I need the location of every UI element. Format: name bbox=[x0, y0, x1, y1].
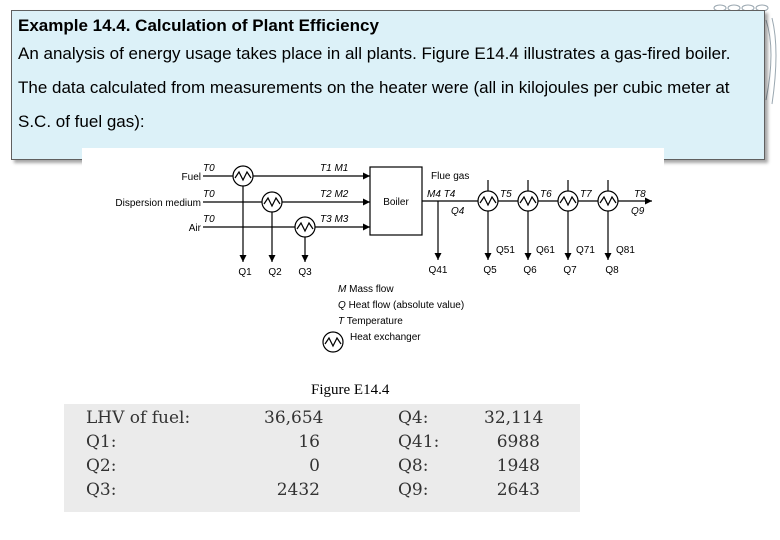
table-row-value: 1948 bbox=[496, 456, 540, 476]
q71-label: Q71 bbox=[576, 245, 595, 256]
table-row-value: 16 bbox=[298, 432, 320, 452]
q7-label: Q7 bbox=[563, 265, 577, 276]
flue-gas-label: Flue gas bbox=[431, 171, 470, 182]
t1-m1-label: T1 M1 bbox=[320, 163, 349, 174]
input-label-dispersion: Dispersion medium bbox=[115, 198, 201, 209]
legend-heat-exchanger: Heat exchanger bbox=[350, 332, 421, 343]
table-row-value: 0 bbox=[309, 456, 320, 476]
q6-label: Q6 bbox=[523, 265, 537, 276]
table-row-value: 32,114 bbox=[484, 408, 544, 428]
table-row-label: Q1: bbox=[86, 432, 117, 452]
table-row-value: 2432 bbox=[276, 480, 320, 500]
table-row-label: LHV of fuel: bbox=[86, 408, 191, 428]
table-row-label: Q3: bbox=[86, 480, 117, 500]
q41-label: Q41 bbox=[428, 265, 448, 276]
q61-label: Q61 bbox=[536, 245, 555, 256]
q5-label: Q5 bbox=[483, 265, 497, 276]
t3-m3-label: T3 M3 bbox=[320, 214, 349, 225]
table-row-label: Q9: bbox=[398, 480, 429, 500]
q2-label: Q2 bbox=[268, 267, 282, 278]
legend-mass-flow: M Mass flow bbox=[338, 284, 394, 295]
legend-heat-flow: Q Heat flow (absolute value) bbox=[338, 300, 465, 311]
t2-m2-label: T2 M2 bbox=[320, 189, 349, 200]
legend-temperature: T Temperature bbox=[338, 316, 403, 327]
t5-label: T5 bbox=[500, 189, 512, 200]
table-row-value: 6988 bbox=[496, 432, 540, 452]
m4-t4-label: M4 T4 bbox=[427, 189, 456, 200]
q1-label: Q1 bbox=[238, 267, 252, 278]
boiler-diagram bbox=[82, 148, 664, 360]
example-text-box bbox=[11, 10, 765, 160]
example-paragraph: An analysis of energy usage takes place in all plants. Figure E14.4 illustrates a gas-fired boiler. The data calculated from measurements on the heater were (all in kilojoules per cubic meter at S.C. of fuel gas): bbox=[18, 44, 731, 131]
t7-label: T7 bbox=[580, 189, 592, 200]
t0-label-air: T0 bbox=[203, 214, 215, 225]
t8-label: T8 bbox=[634, 189, 646, 200]
data-table bbox=[64, 404, 580, 512]
t0-label-dispersion: T0 bbox=[203, 189, 215, 200]
boiler-label: Boiler bbox=[383, 197, 409, 208]
q8-label: Q8 bbox=[605, 265, 619, 276]
table-row-value: 36,654 bbox=[264, 408, 324, 428]
table-row-label: Q2: bbox=[86, 456, 117, 476]
t0-label-fuel: T0 bbox=[203, 163, 215, 174]
q3-label: Q3 bbox=[298, 267, 312, 278]
q51-label: Q51 bbox=[496, 245, 515, 256]
figure-caption: Figure E14.4 bbox=[311, 382, 390, 398]
q9-label: Q9 bbox=[631, 206, 645, 217]
table-row-value: 2643 bbox=[496, 480, 540, 500]
t6-label: T6 bbox=[540, 189, 552, 200]
table-row-label: Q41: bbox=[398, 432, 440, 452]
example-title: Example 14.4. Calculation of Plant Efficiency bbox=[18, 16, 379, 35]
table-row-label: Q8: bbox=[398, 456, 429, 476]
q81-label: Q81 bbox=[616, 245, 635, 256]
input-label-air: Air bbox=[188, 223, 201, 234]
input-label-fuel: Fuel bbox=[181, 172, 201, 183]
q4-label: Q4 bbox=[451, 206, 465, 217]
table-row-label: Q4: bbox=[398, 408, 429, 428]
